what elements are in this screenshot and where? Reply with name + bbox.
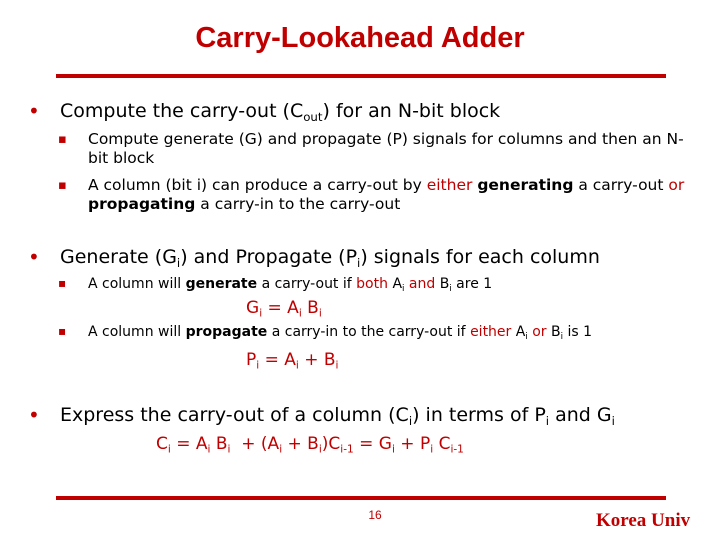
bullet-2-text: Generate $(G_i)$ and Propagate $(P_i)$ signals for each column (60, 246, 600, 271)
footer-text: Korea Univ (596, 510, 691, 531)
page-number: 16 (368, 508, 382, 522)
square-bullet-icon: ▪ (58, 276, 67, 290)
bullet-dot-icon: • (28, 99, 40, 123)
bullet-dot-icon: • (28, 245, 40, 269)
square-bullet-icon: ▪ (58, 178, 67, 193)
bullet-3-text: Express the carry-out of a column $(C_i)$ in terms of $P_i$ and $G_i$ (60, 404, 615, 429)
bullet-2-sub-1-text: A column will generate a carry-out if both $A_i$ and $B_i$ are 1 (88, 276, 493, 295)
generate-equation: $G_i = A_i$ $B_i$ (246, 298, 322, 320)
square-bullet-icon: ▪ (58, 132, 67, 147)
footer-divider (56, 496, 666, 500)
bullet-dot-icon: • (28, 403, 40, 427)
propagate-equation: $P_i = A_i + B_i$ (246, 350, 339, 372)
slide-title: Carry-Lookahead Adder (195, 22, 525, 54)
bullet-1-sub-1-text: Compute generate (G) and propagate (P) signals for columns and then an N-bit block (88, 130, 684, 167)
square-bullet-icon: ▪ (58, 324, 67, 338)
bullet-1-text: Compute the carry-out $(C_{out})$ for an N-bit block (60, 100, 501, 125)
carry-out-equation: $C_i = A_i$ $B_i + (A_i + B_i)C_{i-1} = G_i + P_i$ $C_{i-1}$ (156, 434, 464, 456)
bullet-1-sub-2-text: A column (bit i) can produce a carry-out by either generating a carry-out or propagating a carry-in to the carry-out (88, 176, 685, 213)
bullet-2-sub-2-text: A column will propagate a carry-in to the carry-out if either $A_i$ or $B_i$ is 1 (88, 324, 593, 343)
title-divider (56, 74, 666, 78)
